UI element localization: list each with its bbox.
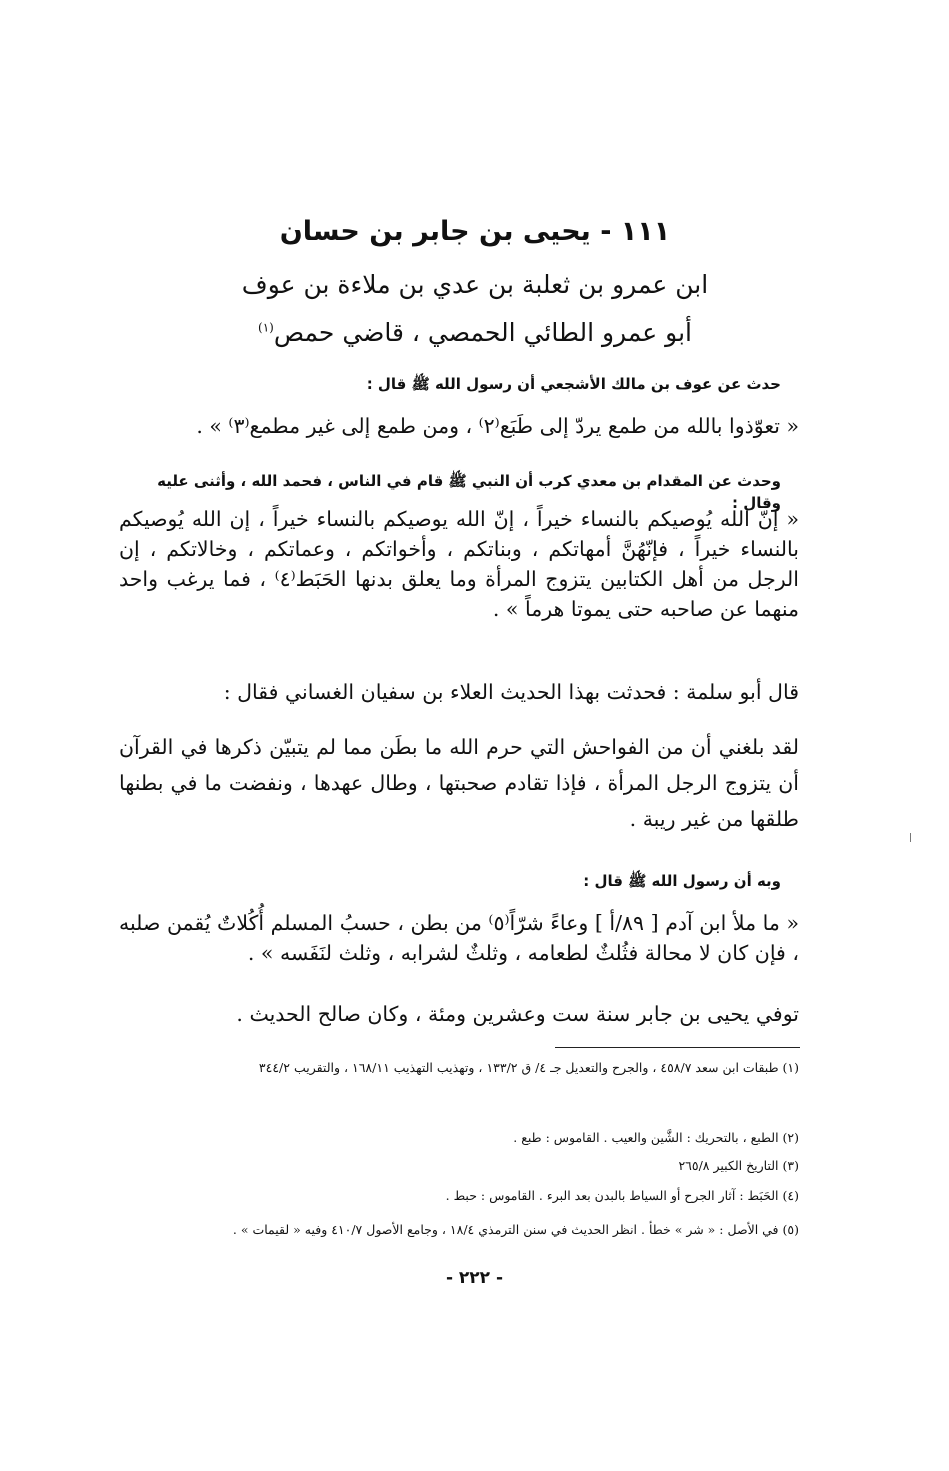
kunya-footnote-ref: (١)	[258, 320, 274, 335]
kunya-line	[130, 318, 820, 347]
page-number: - ٢٢٢ -	[445, 1268, 504, 1288]
footnote-1: (١) طبقات ابن سعد ٤٥٨/٧ ، والجرح والتعديل جـ ٤/ ق ١٣٣/٢ ، وتهذيب التهذيب ١٦٨/١١ ، والتقريب ٣٤٤/٢	[258, 1060, 799, 1075]
hadith-3-text: « ما ملأ ابن آدم [ ٨٩/أ ] وعاءً شرّاً⁽٥⁾ من بطن ، حسبُ المسلم أُكُلاتٌ يُقمن صلبه ، فإن كان لا محالة فثُلثٌ لطعامه ، وثلثٌ لشرابه ، وثلث لنَفَسه » .	[119, 911, 799, 965]
hadith-2-intro: وحدث عن المقدام بن معدي كرب أن النبي ﷺ قام في الناس ، فحمد الله ، وأثنى عليه وقال :	[157, 472, 781, 512]
kunya-text: أبو عمرو الطائي الحمصي ، قاضي حمص	[273, 318, 692, 347]
footnote-separator	[555, 1047, 800, 1048]
footnote-4: (٤) الحَبَط : آثار الجرح أو السياط بالبدن بعد البرء . القاموس : حبط .	[445, 1188, 799, 1203]
hadith-1-text: « تعوّذوا بالله من طمع يردّ إلى طَبَع⁽٢⁾ ، ومن طمع إلى غير مطمع⁽٣⁾ » .	[196, 414, 799, 438]
footnote-5: (٥) في الأصل : « شر » خطأ . انظر الحديث في سنن الترمذي ١٨/٤ ، وجامع الأصول ٤١٠/٧ وفيه « لقيمات » .	[232, 1222, 799, 1237]
biography-title: ١١١ - يحيى بن جابر بن حسان	[279, 216, 671, 247]
footnote-3: (٣) التاريخ الكبير ٢٦٥/٨	[678, 1158, 799, 1173]
hadith-1-intro: حدث عن عوف بن مالك الأشجعي أن رسول الله ﷺ قال :	[366, 375, 781, 393]
hadith-2-text: « إنّ الله يُوصيكم بالنساء خيراً ، إنّ الله يوصيكم بالنساء خيراً ، إن الله يُوصيكم بالنساء خيراً ، فإنّهُنَّ أمهاتكم ، وبناتكم ، وأخواتكم ، وعماتكم ، وخالاتكم ، إن الرجل من أهل الكتابين يتزوج المرأة وما يعلق بدنها الحَبَط⁽٤⁾ ، فما يرغب واحد منهما عن صاحبه حتى يموتا هرماً » .	[119, 507, 799, 621]
abu-salama-statement: قال أبو سلمة : فحدثت بهذا الحديث العلاء بن سفيان الغساني فقال :	[223, 680, 799, 704]
lineage-line: ابن عمرو بن ثعلبة بن عدي بن ملاءة بن عوف	[241, 270, 709, 299]
death-note: توفي يحيى بن جابر سنة ست وعشرين ومئة ، وكان صالح الحديث .	[236, 1002, 799, 1026]
scan-mark	[910, 833, 911, 842]
footnote-2: (٢) الطبع ، بالتحريك : الشَّين والعيب . القاموس : طبع .	[513, 1130, 799, 1145]
ala-ibn-sufyan-statement: لقد بلغني أن من الفواحش التي حرم الله ما بطَن مما لم يتبيّن ذكرها في القرآن أن يتزوج الرجل المرأة ، فإذا تقادم صحبتها ، وطال عهدها ، ونفضت ما في بطنها طلقها من غير ريبة .	[119, 735, 799, 831]
hadith-3-intro: وبه أن رسول الله ﷺ قال :	[583, 872, 781, 890]
